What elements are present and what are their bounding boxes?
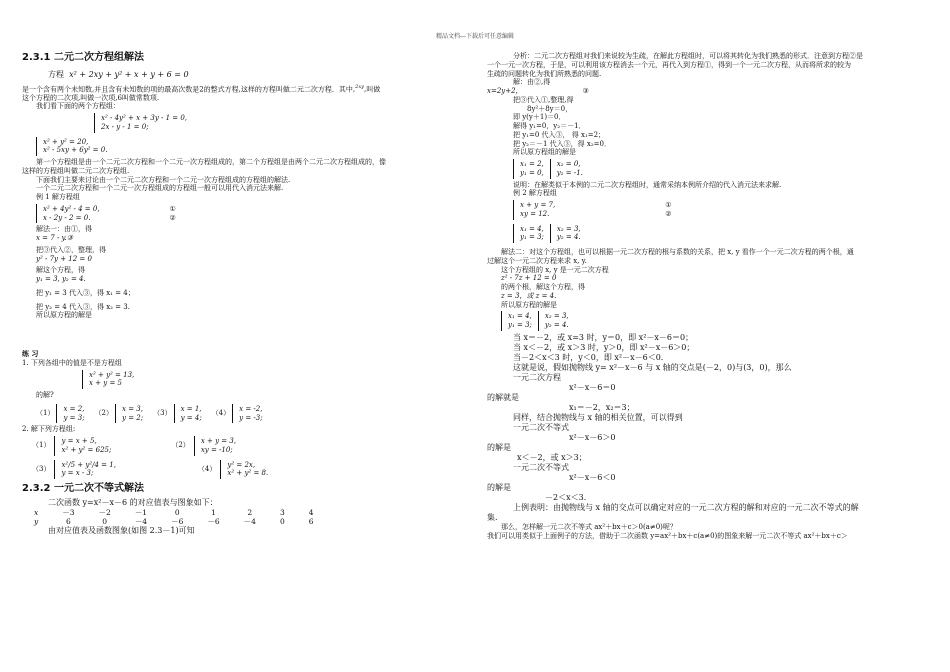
solution-system: x₁ = 4, y₁ = 3; (501, 311, 532, 331)
table-row: y 6 0 －4 －6 －6 －4 0 6 (34, 516, 314, 526)
paragraph: 我们看下面的两个方程组： (36, 102, 120, 111)
solution-system: x₁ = 2, y₁ = 0, (513, 159, 544, 179)
solution-line: 把③代入①,整理,得 (513, 95, 574, 104)
paragraph: 这就是说，假如抛物线 y= x²－x－6 与 x 轴的交点是(－2，0)与(3，0)，那么 (513, 362, 792, 372)
paragraph: z = 3，或 z = 4. (501, 291, 557, 300)
solution-line: x=2y+2， ③ (487, 87, 589, 95)
option: （1） x = 2, y = 3; (36, 404, 85, 422)
equation-line: x²－x－6＝0 (569, 382, 616, 392)
table-row: x －3 －2 －1 0 1 2 3 4 (34, 507, 314, 517)
left-column (22, 52, 462, 536)
exercise: （3） x²/5 + y²/4 = 1, y = x - 3; (32, 460, 116, 478)
paragraph: 二次函数 y=x²－x－6 的对应值表与图象如下： (48, 497, 218, 507)
practice-heading: 练 习 (22, 349, 39, 359)
paragraph: 集. (487, 512, 498, 522)
section-title: 2.3.1 二元二次方程组解法 (22, 52, 144, 63)
practice-question: 1. 下列各组中的值是不是方程组 (22, 358, 122, 367)
value-table (22, 508, 326, 527)
solution-line: 把③代入②，整理，得 (36, 245, 106, 254)
solution-system: x₂ = 3, y₂ = 4. (550, 224, 581, 244)
paragraph: 当 x＝－2，或 x=3 时，y＝0，即 x²－x－6＝0； (513, 332, 694, 342)
paragraph: 这个方程组的 x, y 是一元二次方程 (501, 265, 609, 274)
solution-line: 解法一：由①，得 (36, 225, 92, 234)
paragraph: 我们可以用类似于上面例子的方法，借助于二次函数 y=ax²＋bx＋c(a≠0)的图象来解一元二次不等式 ax²＋bx＋c＞ (487, 531, 848, 540)
page-header: 精品文档---下载后可任意编辑 (435, 33, 515, 40)
paragraph: 过解这个一元二次方程来求 x, y. (487, 256, 587, 265)
example-heading: 例 2 解方程组 (513, 189, 557, 198)
solution-line: 8y²＋8y＝0， (527, 104, 573, 113)
paragraph: 一个一元一次方程，于是，可以利用该方程消去一个元，再代入到方程①，得到一个一元二次方程，从而将所求的较为 (487, 60, 851, 69)
paragraph: 生疏的问题转化为我们所熟悉的问题. (487, 69, 602, 78)
option: （4） x = -2, y = -3; (211, 404, 263, 422)
paragraph: z² - 7z + 12 = 0 (501, 274, 557, 283)
paragraph: 所以原方程的解是 (501, 300, 557, 309)
equation-system: x² + 4y² - 4 = 0, x - 2y - 2 = 0. (36, 204, 100, 224)
practice-question: 的解? (36, 391, 54, 400)
paragraph: 的解就是 (487, 392, 519, 402)
right-column (487, 52, 927, 540)
paragraph: 是一个含有两个未知数,并且含有未知数的项的最高次数是2的整式方程,这样的方程叫做二元二次方程．其中,$^{2xy}$,叫做 (22, 83, 381, 93)
solution-system: x₂ = 3, y₂ = 4. (538, 311, 569, 331)
solution-line: y² - 7y + 12 = 0 (36, 254, 92, 263)
solution-line: 解得 y₁=0，y₂＝－1． (513, 122, 586, 130)
equation-line: x₁＝－2，x₂＝3； (569, 402, 635, 412)
equation-line: 方程 x² + 2xy + y² + x + y + 6 = 0 (48, 69, 189, 79)
paragraph: 分析：二元二次方程组对我们来说较为生疏，在解此方程组时，可以将其转化为我们熟悉的形式．注意到方程②是 (513, 52, 863, 60)
paragraph: 当 x＜－2，或 x＞3 时，y＞0，即 x²－x－6＞0； (513, 342, 695, 352)
solution-line: 即 y(y＋1)＝0． (513, 113, 566, 122)
equation-line: －2＜x＜3． (545, 492, 592, 502)
solution-line: 把 y₁ = 3 代入③，得 x₁ = 4； (36, 288, 135, 297)
paragraph: 这个方程的二次项,叫做一次项,6叫做常数项. (22, 93, 160, 102)
solution-line: y₁ = 3, y₂ = 4. (36, 275, 86, 284)
exercise: （4） y² = 2x, x² + y² = 8. (197, 460, 269, 478)
solution-line: 所以原方程的解是 (36, 311, 92, 320)
paragraph: 一个二元二次方程和一个二元一次方程组成的方程组一般可以用代入消元法来解. (36, 184, 284, 193)
practice-question: 2. 解下列方程组: (22, 425, 76, 434)
equation-system: x² + y² = 13, x + y = 5 (82, 370, 134, 390)
solution-line: 把 y₂ = 4 代入③，得 x₂ = 3. (36, 302, 130, 311)
paragraph: 的两个根，解这个方程，得 (501, 283, 585, 291)
equation-line: x＜－2，或 x＞3； (517, 452, 587, 462)
answer-options (22, 402, 462, 426)
exercise: （1） y = x + 5, x² + y² = 625; (32, 437, 112, 454)
exercise: （2） x + y = 3, xy = -10; (171, 437, 237, 454)
solution-line: x = 7 - y.③ (36, 234, 74, 243)
paragraph: 一元二次不等式 (513, 422, 569, 432)
paragraph: 上例表明：由抛物线与 x 轴的交点可以确定对应的一元二次方程的解和对应的一元二次不等式的解 (513, 502, 859, 512)
section-title: 2.3.2 一元二次不等式解法 (22, 483, 144, 495)
paragraph: 下面我们主要来讨论由一个二元二次方程和一个二元一次方程组成的方程组的解法. (36, 175, 291, 184)
equation-line: x²－x－6＜0 (569, 472, 616, 482)
option: （3） x = 1, y = 4; (153, 404, 202, 422)
paragraph: 一元二次不等式 (513, 462, 569, 472)
equation-line: x²－x－6＞0 (569, 432, 616, 442)
equation-system: x² - 4y² + x + 3y - 1 = 0, 2x - y - 1 = 0; (94, 113, 187, 133)
solution-line: 把 y₂＝－1 代入③，得 x₂=0． (513, 139, 611, 148)
solution-system: x₂ = 0, y₂ = -1. (550, 159, 583, 179)
equation-system: x² + y² = 20, x² - 5xy + 6y² = 0. (36, 137, 107, 157)
solution-line: 把 y₁=0 代入③， 得 x₁=2； (513, 130, 606, 139)
solution-line: 解：由②,得 (513, 78, 551, 87)
equation-system: x + y = 7, xy = 12. (513, 200, 555, 220)
paragraph: 解法二：对这个方程组，也可以根据一元二次方程的根与系数的关系，把 x, y 看作一个一元二次方程的两个根，通 (501, 248, 854, 256)
note: 说明：在解类似于本例的二元二次方程组时，通常采纳本例所介绍的代入消元法来求解. (513, 180, 782, 189)
paragraph: 第一个方程组是由一个二元二次方程和一个二元一次方程组成的，第二个方程组是由两个二元二次方程组成的，像 (36, 158, 386, 167)
example-heading: 例 1 解方程组 (36, 193, 80, 202)
paragraph: 当－2＜x＜3 时，y＜0，即 x²－x－6＜0． (513, 352, 669, 362)
paragraph: 的解是 (487, 482, 511, 492)
equation-markers: ① ② (169, 204, 176, 222)
solution-line: 解这个方程，得 (36, 266, 85, 275)
paragraph: 由对应值表及函数图象(如图 2.3－1)可知 (48, 526, 195, 536)
paragraph: 同样，结合抛物线与 x 轴的相关位置，可以得到 (513, 412, 683, 422)
option: （2） x = 3, y = 2; (94, 404, 144, 422)
solution-system: x₁ = 4, y₁ = 3; (513, 224, 544, 244)
paragraph: 这样的方程组叫做二元二次方程组. (22, 166, 130, 175)
paragraph: 的解是 (487, 442, 511, 452)
paragraph: 那么，怎样解一元二次不等式 ax²＋bx＋c＞0(a≠0)呢？ (501, 522, 677, 531)
paragraph: 一元二次方程 (513, 372, 561, 382)
equation-markers: ① ② (665, 201, 672, 218)
solution-line: 所以原方程组的解是 (513, 148, 576, 157)
